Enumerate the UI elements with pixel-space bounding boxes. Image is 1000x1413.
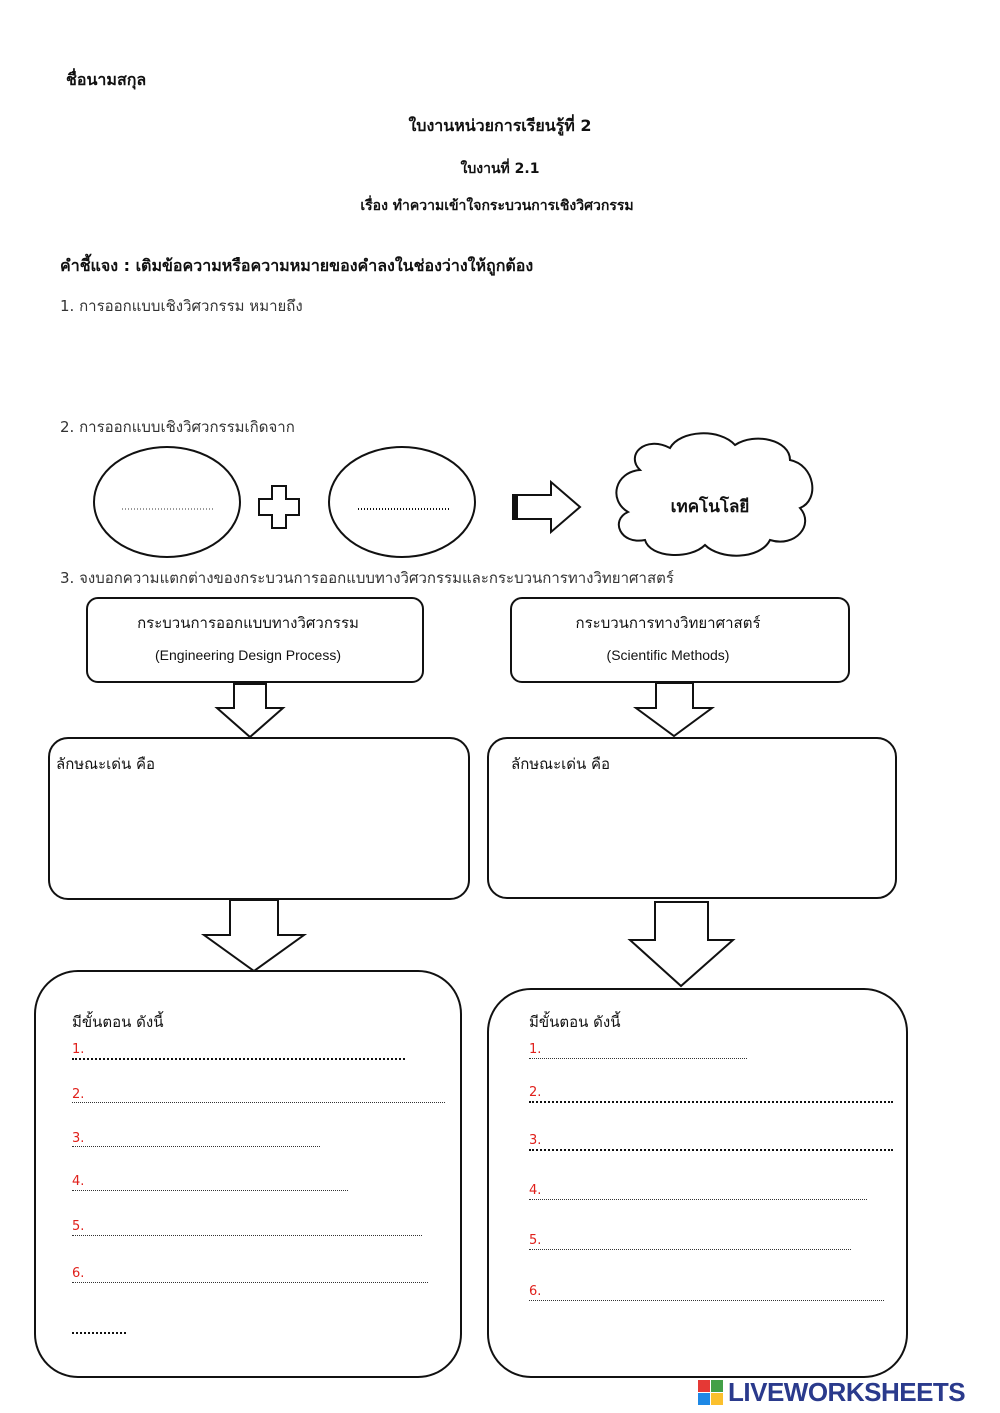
engineering-step-4-blank[interactable] bbox=[72, 1190, 348, 1191]
question-2: 2. การออกแบบเชิงวิศวกรรมเกิดจาก bbox=[60, 418, 295, 436]
name-label: ชื่อนามสกุล bbox=[66, 70, 147, 89]
engineering-steps-box bbox=[34, 970, 462, 1378]
engineering-feature-box bbox=[48, 737, 470, 900]
question-3: 3. จงบอกความแตกต่างของกระบวนการออกแบบทางวิศวกรรมและกระบวนการทางวิทยาศาสตร์ bbox=[60, 569, 674, 587]
engineering-steps-label: มีขั้นตอน ดังนี้ bbox=[72, 1013, 164, 1031]
engineering-step-4: 4. bbox=[72, 1174, 85, 1189]
liveworksheets-logo-text[interactable]: LIVEWORKSHEETS bbox=[728, 1377, 966, 1407]
down-arrow-icon bbox=[204, 900, 304, 971]
science-step-1-blank[interactable] bbox=[529, 1058, 747, 1059]
engineering-extra-blank[interactable] bbox=[72, 1332, 126, 1334]
down-arrow-icon bbox=[630, 902, 733, 986]
science-steps-box bbox=[487, 988, 908, 1378]
question-1: 1. การออกแบบเชิงวิศวกรรม หมายถึง bbox=[60, 297, 303, 315]
worksheet-title: ใบงานหน่วยการเรียนรู้ที่ 2 bbox=[408, 116, 592, 135]
science-step-1: 1. bbox=[529, 1042, 542, 1057]
engineering-title-en: (Engineering Design Process) bbox=[155, 647, 341, 663]
engineering-step-3: 3. bbox=[72, 1131, 85, 1146]
engineering-step-3-blank[interactable] bbox=[72, 1146, 320, 1147]
engineering-step-6-blank[interactable] bbox=[72, 1282, 428, 1283]
science-title-en: (Scientific Methods) bbox=[606, 647, 730, 663]
engineering-step-1: 1. bbox=[72, 1042, 85, 1057]
down-arrow-icon bbox=[217, 684, 283, 737]
engineering-step-5-blank[interactable] bbox=[72, 1235, 422, 1236]
liveworksheets-logo-icon bbox=[698, 1380, 724, 1406]
engineering-step-2: 2. bbox=[72, 1087, 85, 1102]
science-step-2: 2. bbox=[529, 1085, 542, 1100]
science-feature-box bbox=[487, 737, 897, 899]
science-step-6-blank[interactable] bbox=[529, 1300, 884, 1301]
down-arrow-icon bbox=[636, 683, 712, 736]
engineering-step-6: 6. bbox=[72, 1266, 85, 1281]
science-step-5: 5. bbox=[529, 1233, 542, 1248]
science-step-2-blank[interactable] bbox=[529, 1101, 893, 1103]
technology-label: เทคโนโลยี bbox=[670, 497, 750, 517]
science-step-3-blank[interactable] bbox=[529, 1149, 893, 1151]
engineering-title-th: กระบวนการออกแบบทางวิศวกรรม bbox=[137, 614, 359, 632]
science-step-5-blank[interactable] bbox=[529, 1249, 851, 1250]
science-step-6: 6. bbox=[529, 1284, 542, 1299]
engineering-step-1-blank[interactable] bbox=[72, 1058, 405, 1060]
science-title-th: กระบวนการทางวิทยาศาสตร์ bbox=[575, 614, 761, 632]
science-step-4-blank[interactable] bbox=[529, 1199, 867, 1200]
science-step-4: 4. bbox=[529, 1183, 542, 1198]
science-feature-label: ลักษณะเด่น คือ bbox=[511, 755, 611, 773]
instructions: คำชี้แจง : เติมข้อความหรือความหมายของคำลงในช่องว่างให้ถูกต้อง bbox=[60, 256, 534, 275]
science-steps-label: มีขั้นตอน ดังนี้ bbox=[529, 1013, 621, 1031]
engineering-step-2-blank[interactable] bbox=[72, 1102, 445, 1103]
worksheet-number: ใบงานที่ 2.1 bbox=[460, 161, 540, 177]
worksheet-topic: เรื่อง ทำความเข้าใจกระบวนการเชิงวิศวกรรม bbox=[360, 198, 634, 214]
engineering-step-5: 5. bbox=[72, 1219, 85, 1234]
science-step-3: 3. bbox=[529, 1133, 542, 1148]
engineering-feature-label: ลักษณะเด่น คือ bbox=[56, 755, 156, 773]
